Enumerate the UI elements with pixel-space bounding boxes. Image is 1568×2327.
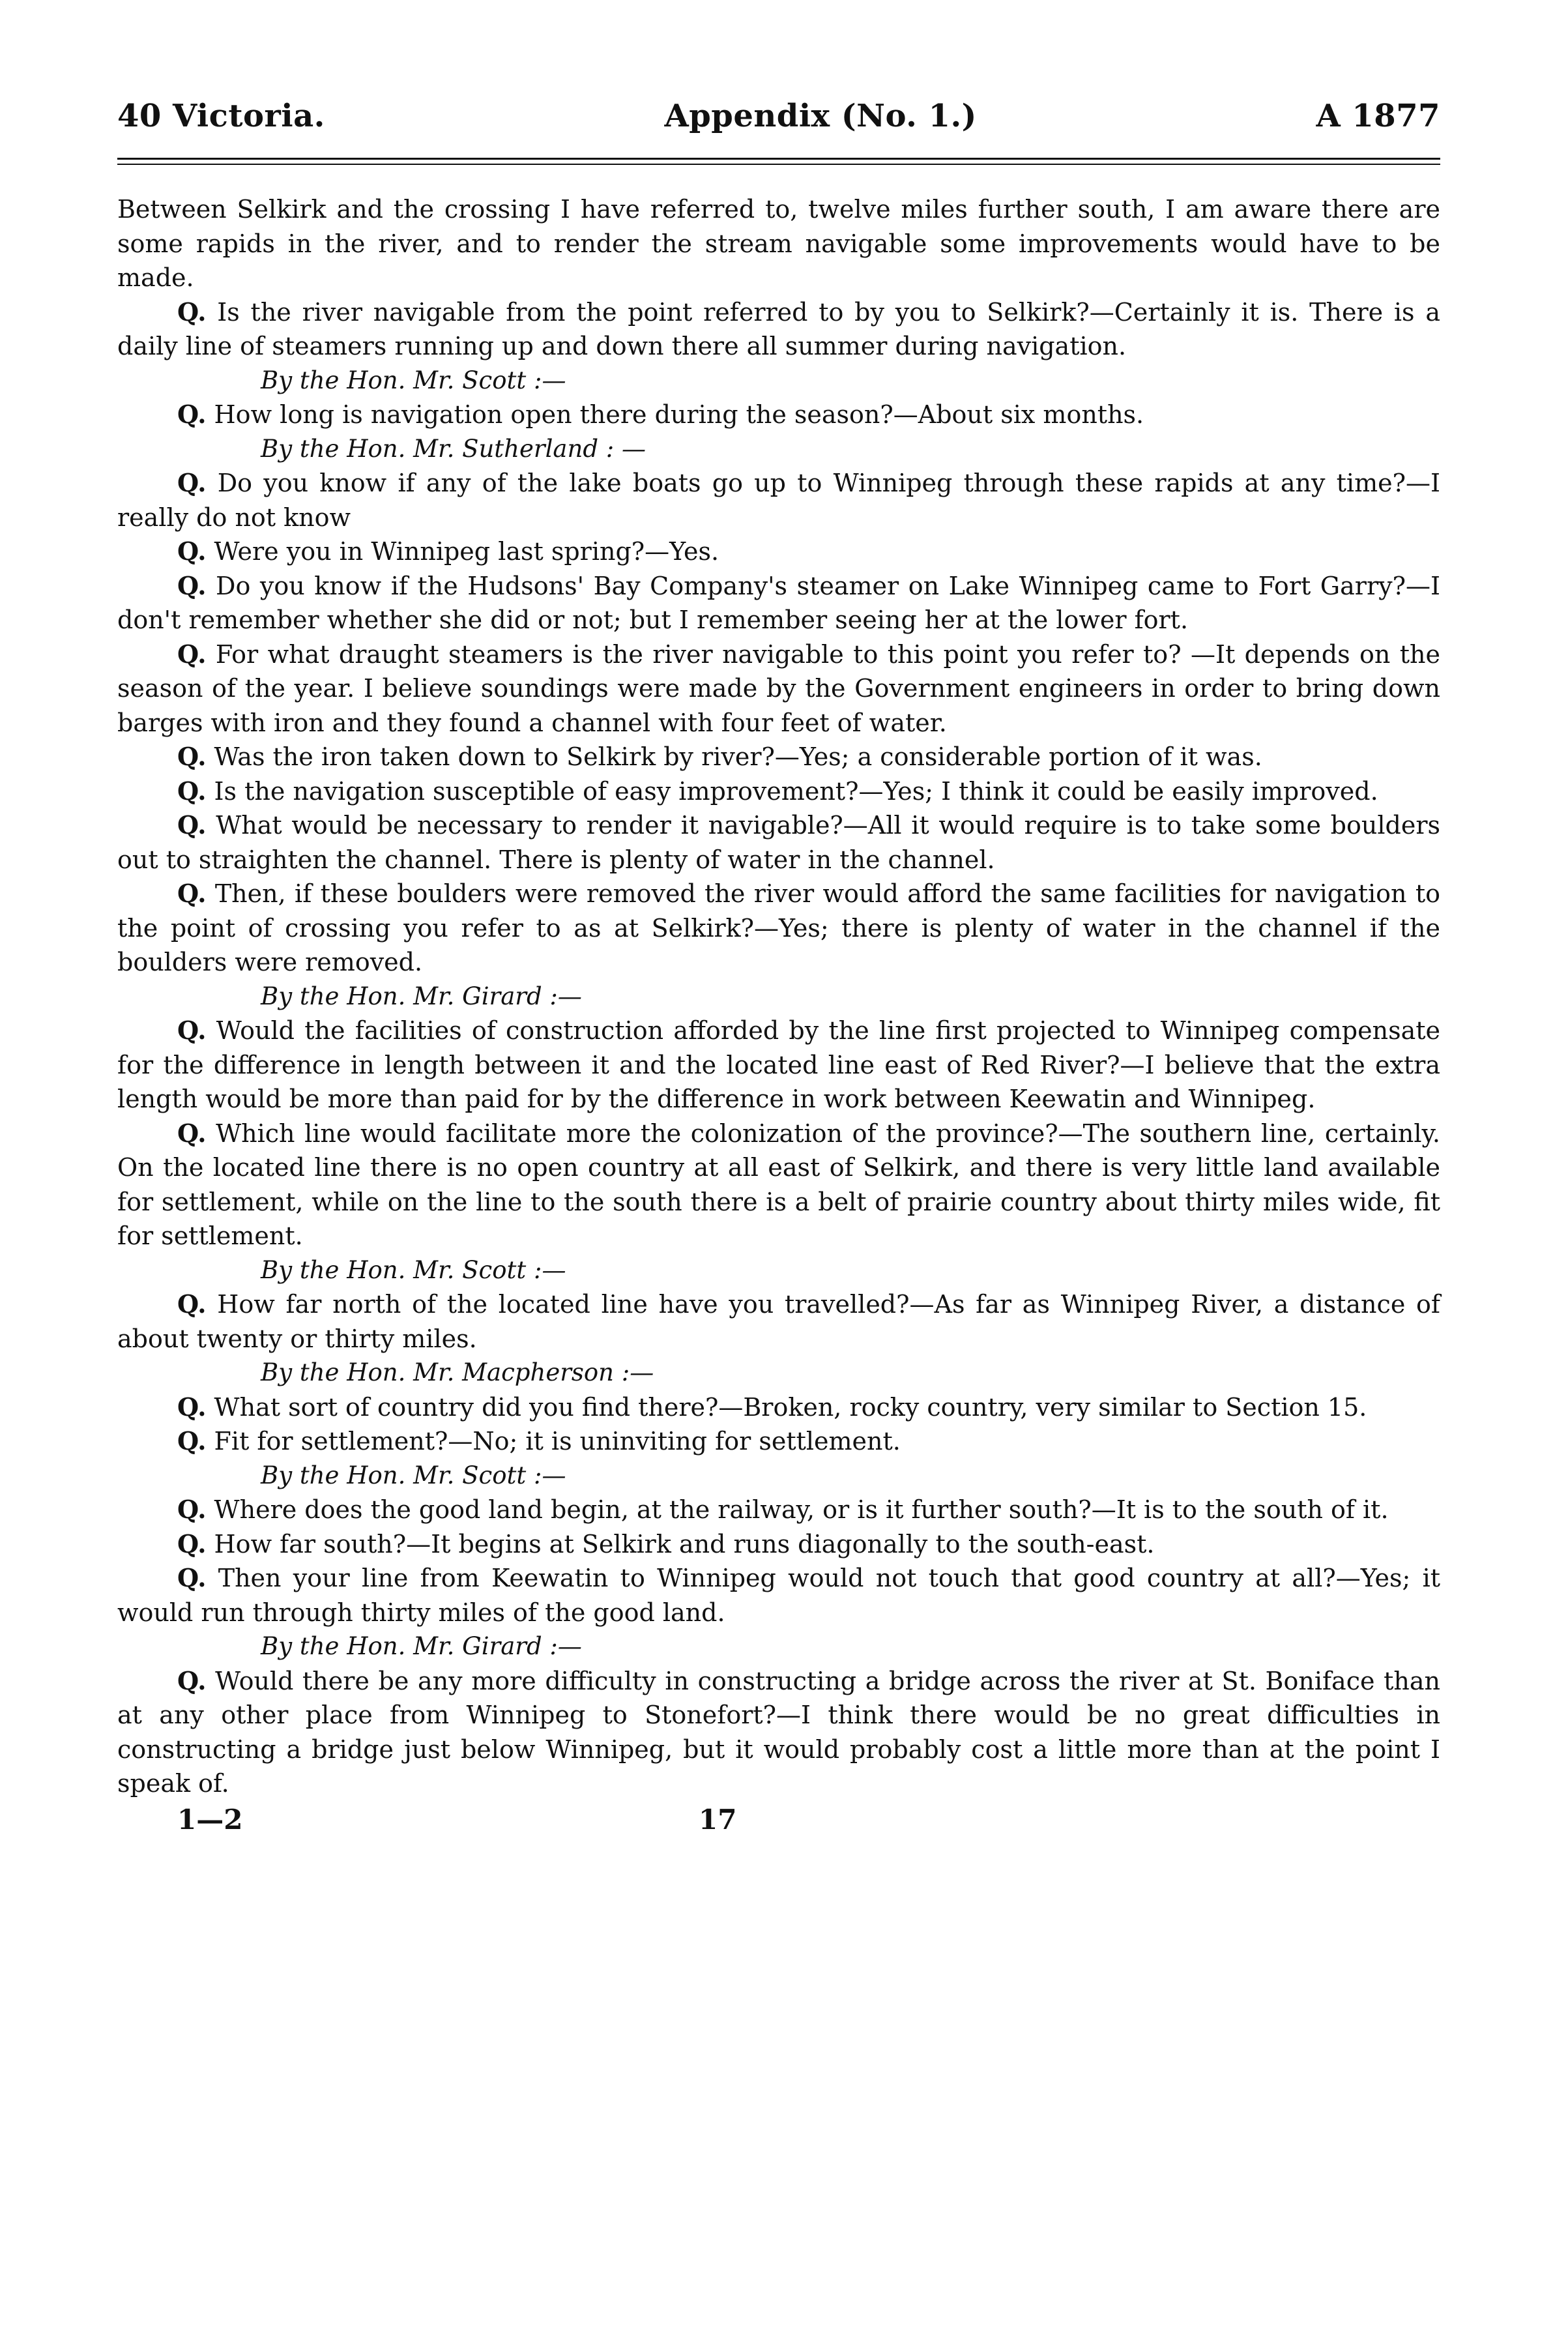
examiner-byline: By the Hon. Mr. Girard :— <box>261 1632 582 1660</box>
question-answer-paragraph <box>117 295 1440 364</box>
question-answer-text: What would be necessary to render it navigable?—All it would require is to take some boulders out to straighten the channel. There is plenty of water in the channel. <box>117 811 1440 874</box>
question-answer-text: For what draught steamers is the river navigable to this point you refer to? —It depends on the season of the year. I believe soundings were made by the Government engineers in order to bring down barges with iron and they found a channel with four feet of water. <box>117 639 1440 737</box>
question-answer-paragraph <box>117 398 1440 432</box>
question-answer-paragraph <box>117 1527 1440 1562</box>
question-marker: Q. <box>177 400 207 429</box>
question-answer-text: Fit for settlement?—No; it is uninviting for settlement. <box>214 1427 901 1456</box>
question-marker: Q. <box>177 639 207 669</box>
question-answer-text: Would there be any more difficulty in constructing a bridge across the river at St. Boniface than at any other place from Winnipeg to Stonefort?—I think there would be no great difficulties in constructing a bridge just below Winnipeg, but it would probably cost a little more than at the point I speak of. <box>117 1666 1440 1798</box>
question-marker: Q. <box>177 879 207 908</box>
question-answer-paragraph <box>117 569 1440 637</box>
question-marker: Q. <box>177 1563 207 1592</box>
page-footer <box>117 1804 1440 1836</box>
question-answer-paragraph <box>117 740 1440 774</box>
question-marker: Q. <box>177 1016 207 1045</box>
question-answer-text: Do you know if the Hudsons' Bay Company's steamer on Lake Winnipeg came to Fort Garry?—I don't remember whether she did or not; but I remember seeing her at the lower fort. <box>117 571 1440 634</box>
examiner-byline: By the Hon. Mr. Girard :— <box>261 982 582 1010</box>
question-answer-paragraph <box>117 1561 1440 1630</box>
question-marker: Q. <box>177 1529 207 1559</box>
question-answer-text: How long is navigation open there during the season?—About six months. <box>214 400 1144 429</box>
question-marker: Q. <box>177 776 207 806</box>
examiner-byline: By the Hon. Mr. Scott :— <box>261 1255 566 1284</box>
page-number: 17 <box>699 1803 737 1836</box>
examiner-byline: By the Hon. Mr. Scott :— <box>261 366 566 394</box>
question-answer-text: Do you know if any of the lake boats go up to Winnipeg through these rapids at any time?—I really do not know <box>117 469 1440 532</box>
question-marker: Q. <box>177 1289 207 1319</box>
question-answer-paragraph <box>117 877 1440 980</box>
document-page <box>117 98 1440 1836</box>
header-session: 40 Victoria. <box>117 98 325 134</box>
examiner-byline: By the Hon. Mr. Sutherland : — <box>261 434 646 463</box>
question-answer-paragraph <box>117 637 1440 740</box>
question-marker: Q. <box>177 468 207 497</box>
question-answer-paragraph <box>117 808 1440 877</box>
header-rule-thin <box>117 164 1440 165</box>
question-marker: Q. <box>177 1426 207 1456</box>
running-header <box>117 98 1440 134</box>
answer-paragraph: Between Selkirk and the crossing I have referred to, twelve miles further south, I am aware there are some rapids in the river, and to render the stream navigable some improvements would have to be made. <box>117 195 1440 292</box>
body-text <box>117 192 1440 1801</box>
question-marker: Q. <box>177 570 207 600</box>
question-answer-paragraph <box>117 774 1440 809</box>
question-marker: Q. <box>177 1118 207 1148</box>
question-answer-text: Was the iron taken down to Selkirk by river?—Yes; a considerable portion of it was. <box>214 742 1262 771</box>
question-answer-text: Then your line from Keewatin to Winnipeg would not touch that good country at all?—Yes; it would run through thirty miles of the good land. <box>117 1564 1440 1627</box>
question-answer-text: Then, if these boulders were removed the river would afford the same facilities for navigation to the point of crossing you refer to as at Selkirk?—Yes; there is plenty of water in the channel if the boulders were removed. <box>117 879 1440 976</box>
question-answer-text: How far south?—It begins at Selkirk and runs diagonally to the south-east. <box>214 1529 1155 1559</box>
question-answer-text: How far north of the located line have you travelled?—As far as Winnipeg River, a distance of about twenty or thirty miles. <box>117 1290 1440 1353</box>
question-answer-text: Which line would facilitate more the colonization of the province?—The southern line, certainly. On the located line there is no open country at all east of Selkirk, and there is very little land available for settlement, while on the line to the south there is a belt of prairie country about thirty miles wide, fit for settlement. <box>117 1119 1440 1250</box>
question-answer-paragraph <box>117 466 1440 534</box>
header-rule <box>117 158 1440 160</box>
question-answer-paragraph <box>117 1664 1440 1801</box>
question-answer-text: Is the river navigable from the point referred to by you to Selkirk?—Certainly it is. There is a daily line of steamers running up and down there all summer during navigation. <box>117 297 1440 360</box>
question-answer-text: Is the navigation susceptible of easy improvement?—Yes; I think it could be easily improved. <box>214 776 1378 806</box>
question-answer-paragraph <box>117 1014 1440 1117</box>
question-answer-paragraph <box>117 534 1440 569</box>
question-marker: Q. <box>177 810 207 840</box>
question-answer-paragraph <box>117 1424 1440 1459</box>
question-answer-text: Were you in Winnipeg last spring?—Yes. <box>214 537 719 566</box>
header-appendix: Appendix (No. 1.) <box>664 98 977 134</box>
examiner-byline: By the Hon. Mr. Macpherson :— <box>261 1358 654 1386</box>
examiner-byline: By the Hon. Mr. Scott :— <box>261 1461 566 1489</box>
header-year: A 1877 <box>1316 98 1440 134</box>
question-marker: Q. <box>177 536 207 566</box>
question-answer-paragraph <box>117 1287 1440 1356</box>
question-answer-text: Where does the good land begin, at the railway, or is it further south?—It is to the south of it. <box>214 1495 1389 1524</box>
question-marker: Q. <box>177 1392 207 1422</box>
question-answer-text: Would the facilities of construction afforded by the line first projected to Winnipeg compensate for the difference in length between it and the located line east of Red River?—I believe that the extra length would be more than paid for by the difference in work between Keewatin and Winnipeg. <box>117 1016 1440 1113</box>
signature-mark: 1—2 <box>177 1803 243 1836</box>
question-marker: Q. <box>177 1665 207 1695</box>
question-marker: Q. <box>177 297 207 327</box>
question-answer-paragraph <box>117 1493 1440 1527</box>
question-answer-paragraph <box>117 1117 1440 1253</box>
question-marker: Q. <box>177 742 207 771</box>
question-marker: Q. <box>177 1495 207 1524</box>
question-answer-paragraph <box>117 1390 1440 1425</box>
question-answer-text: What sort of country did you find there?—Broken, rocky country, very similar to Section 15. <box>214 1392 1367 1422</box>
